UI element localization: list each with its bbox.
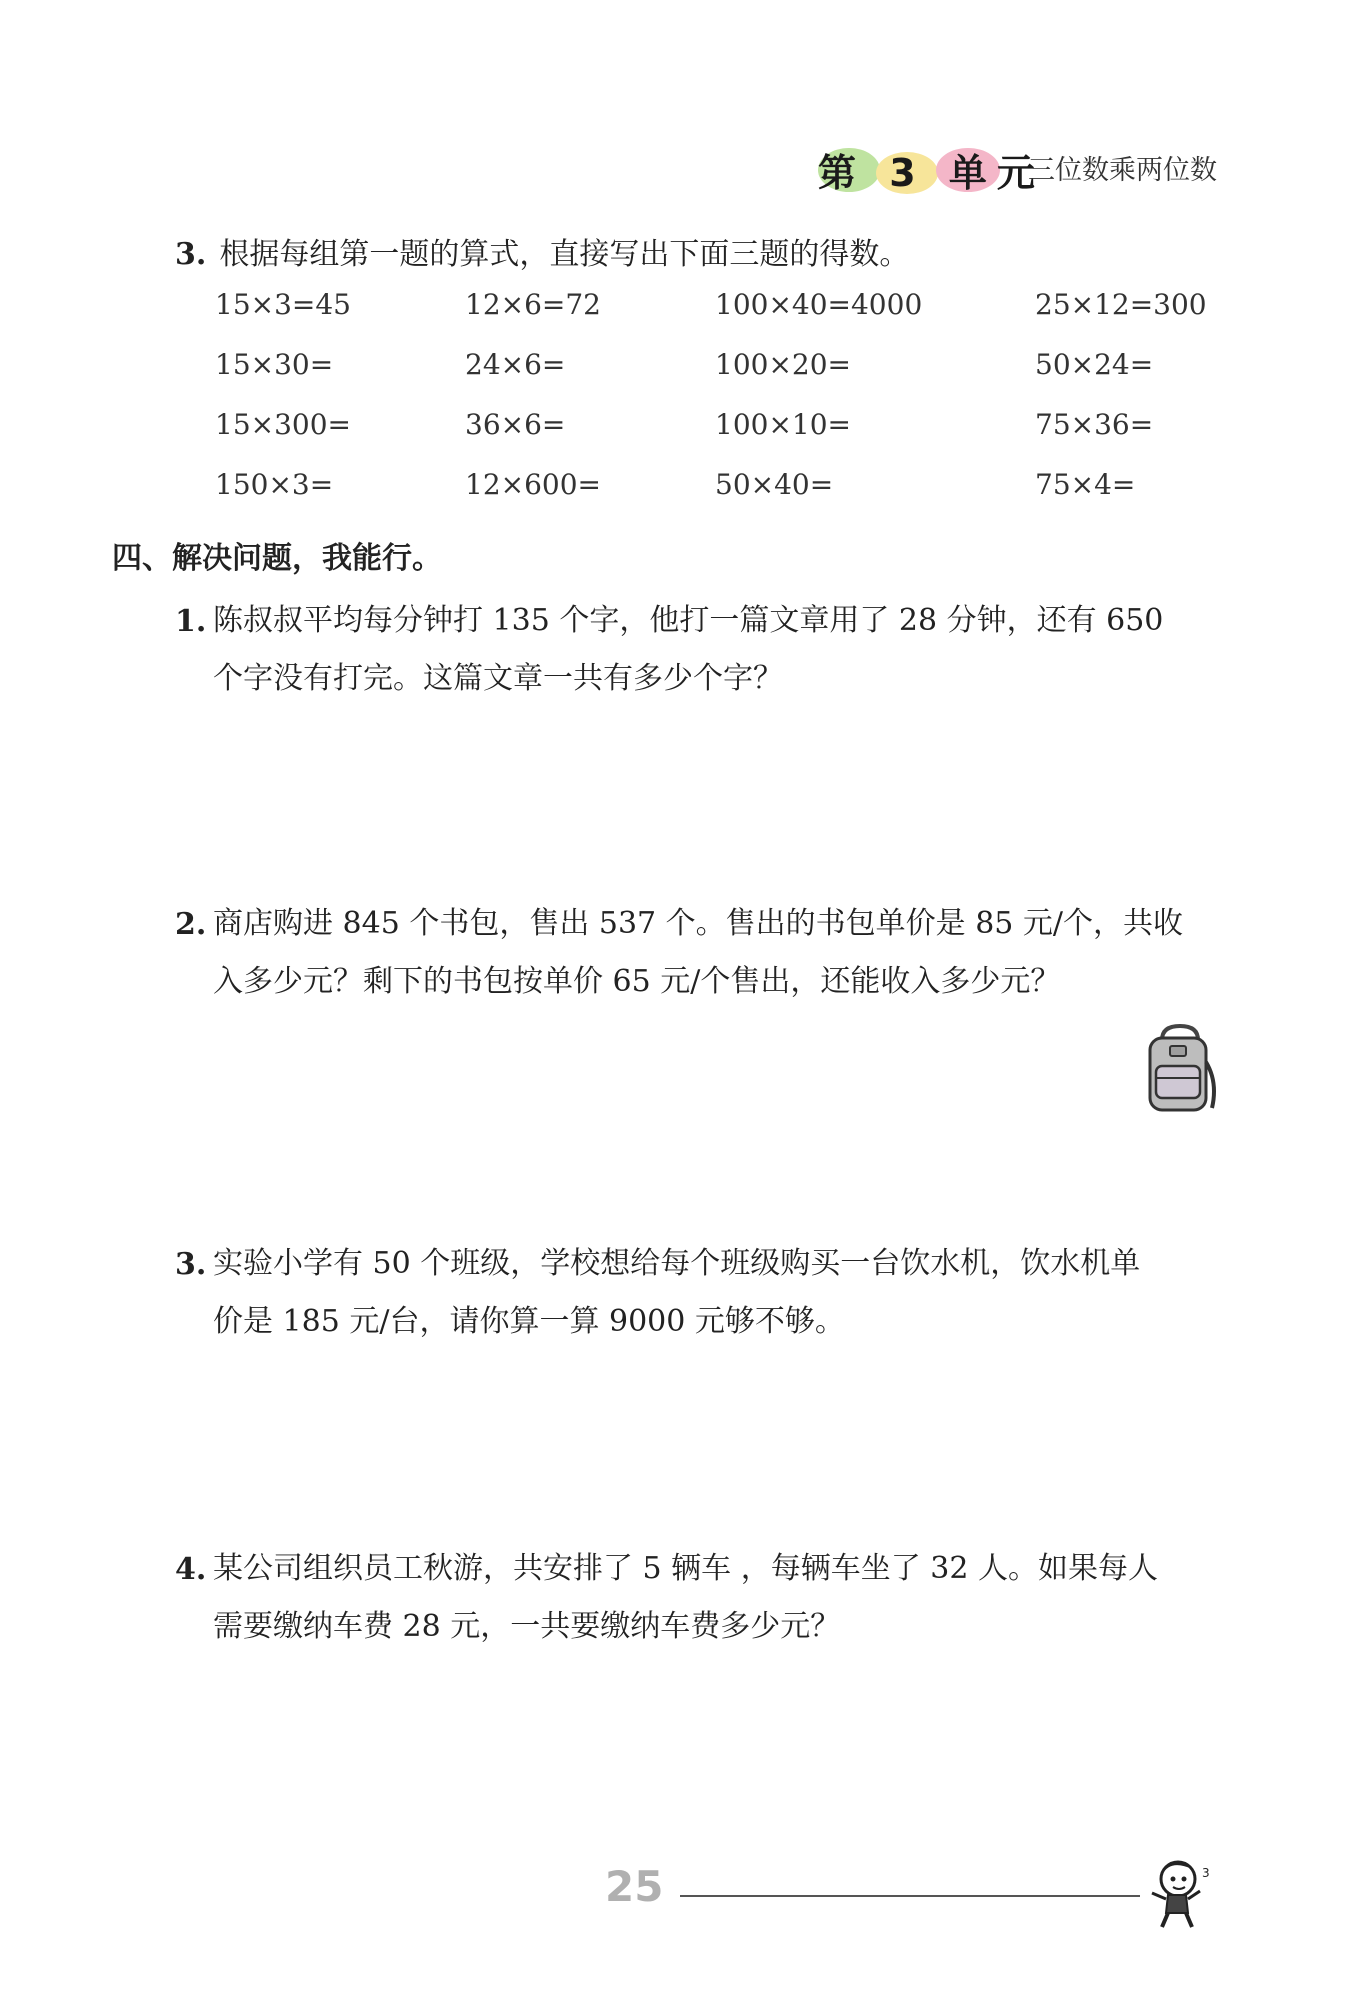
grid-row (215, 348, 1215, 408)
unit-title-badge (818, 140, 1045, 195)
section-4-title: 四、解决问题，我能行。 (112, 541, 442, 576)
unit-title: 第 3 单元 (818, 151, 1045, 195)
cartoon-kid-icon (1140, 1855, 1220, 1935)
calc-cell: 100×20= (715, 348, 851, 381)
footer-rule (680, 1895, 1140, 1897)
calculation-grid (215, 288, 1215, 528)
problem-line: 陈叔叔平均每分钟打 135 个字，他打一篇文章用了 28 分钟，还有 650 (213, 603, 1164, 638)
problem-text (213, 592, 1228, 708)
exercise-3-instruction: 根据每组第一题的算式，直接写出下面三题的得数。 (219, 237, 910, 272)
calc-cell: 15×3=45 (215, 288, 351, 321)
unit-subtitle: 三位数乘两位数 (1028, 155, 1217, 186)
calc-cell: 50×40= (715, 468, 834, 501)
problem-line: 实验小学有 50 个班级，学校想给每个班级购买一台饮水机，饮水机单 (213, 1246, 1141, 1281)
problem-line: 个字没有打完。这篇文章一共有多少个字？ (213, 661, 783, 696)
calc-cell: 150×3= (215, 468, 334, 501)
problem-line: 需要缴纳车费 28 元，一共要缴纳车费多少元？ (213, 1609, 841, 1644)
problem-number: 4. (175, 1552, 207, 1587)
calc-cell: 25×12=300 (1035, 288, 1207, 321)
problem-number: 2. (175, 907, 207, 942)
exercise-3-header (175, 226, 909, 284)
calc-cell: 75×36= (1035, 408, 1154, 441)
svg-text:3: 3 (1202, 1866, 1210, 1880)
problem-text (213, 895, 1228, 1011)
calc-cell: 12×600= (465, 468, 601, 501)
problem-line: 某公司组织员工秋游，共安排了 5 辆车 ，每辆车坐了 32 人。如果每人 (213, 1551, 1158, 1586)
calc-cell: 36×6= (465, 408, 566, 441)
grid-row (215, 288, 1215, 348)
grid-row (215, 408, 1215, 468)
problem-line: 商店购进 845 个书包，售出 537 个。售出的书包单价是 85 元/个，共收 (213, 906, 1184, 941)
calc-cell: 75×4= (1035, 468, 1136, 501)
page-number: 25 (605, 1862, 664, 1911)
problem-text (213, 1235, 1228, 1351)
backpack-icon (1140, 1022, 1220, 1117)
calc-cell: 100×40=4000 (715, 288, 923, 321)
calc-cell: 15×300= (215, 408, 351, 441)
problem-line: 入多少元？剩下的书包按单价 65 元/个售出，还能收入多少元？ (213, 964, 1061, 999)
calc-cell: 24×6= (465, 348, 566, 381)
exercise-3-number: 3. (175, 237, 207, 272)
calc-cell: 15×30= (215, 348, 334, 381)
calc-cell: 100×10= (715, 408, 851, 441)
problem-line: 价是 185 元/台，请你算一算 9000 元够不够。 (213, 1304, 845, 1339)
problem-text (213, 1540, 1228, 1656)
grid-row (215, 468, 1215, 528)
calc-cell: 50×24= (1035, 348, 1154, 381)
problem-number: 1. (175, 604, 207, 639)
problem-number: 3. (175, 1247, 207, 1282)
calc-cell: 12×6=72 (465, 288, 601, 321)
